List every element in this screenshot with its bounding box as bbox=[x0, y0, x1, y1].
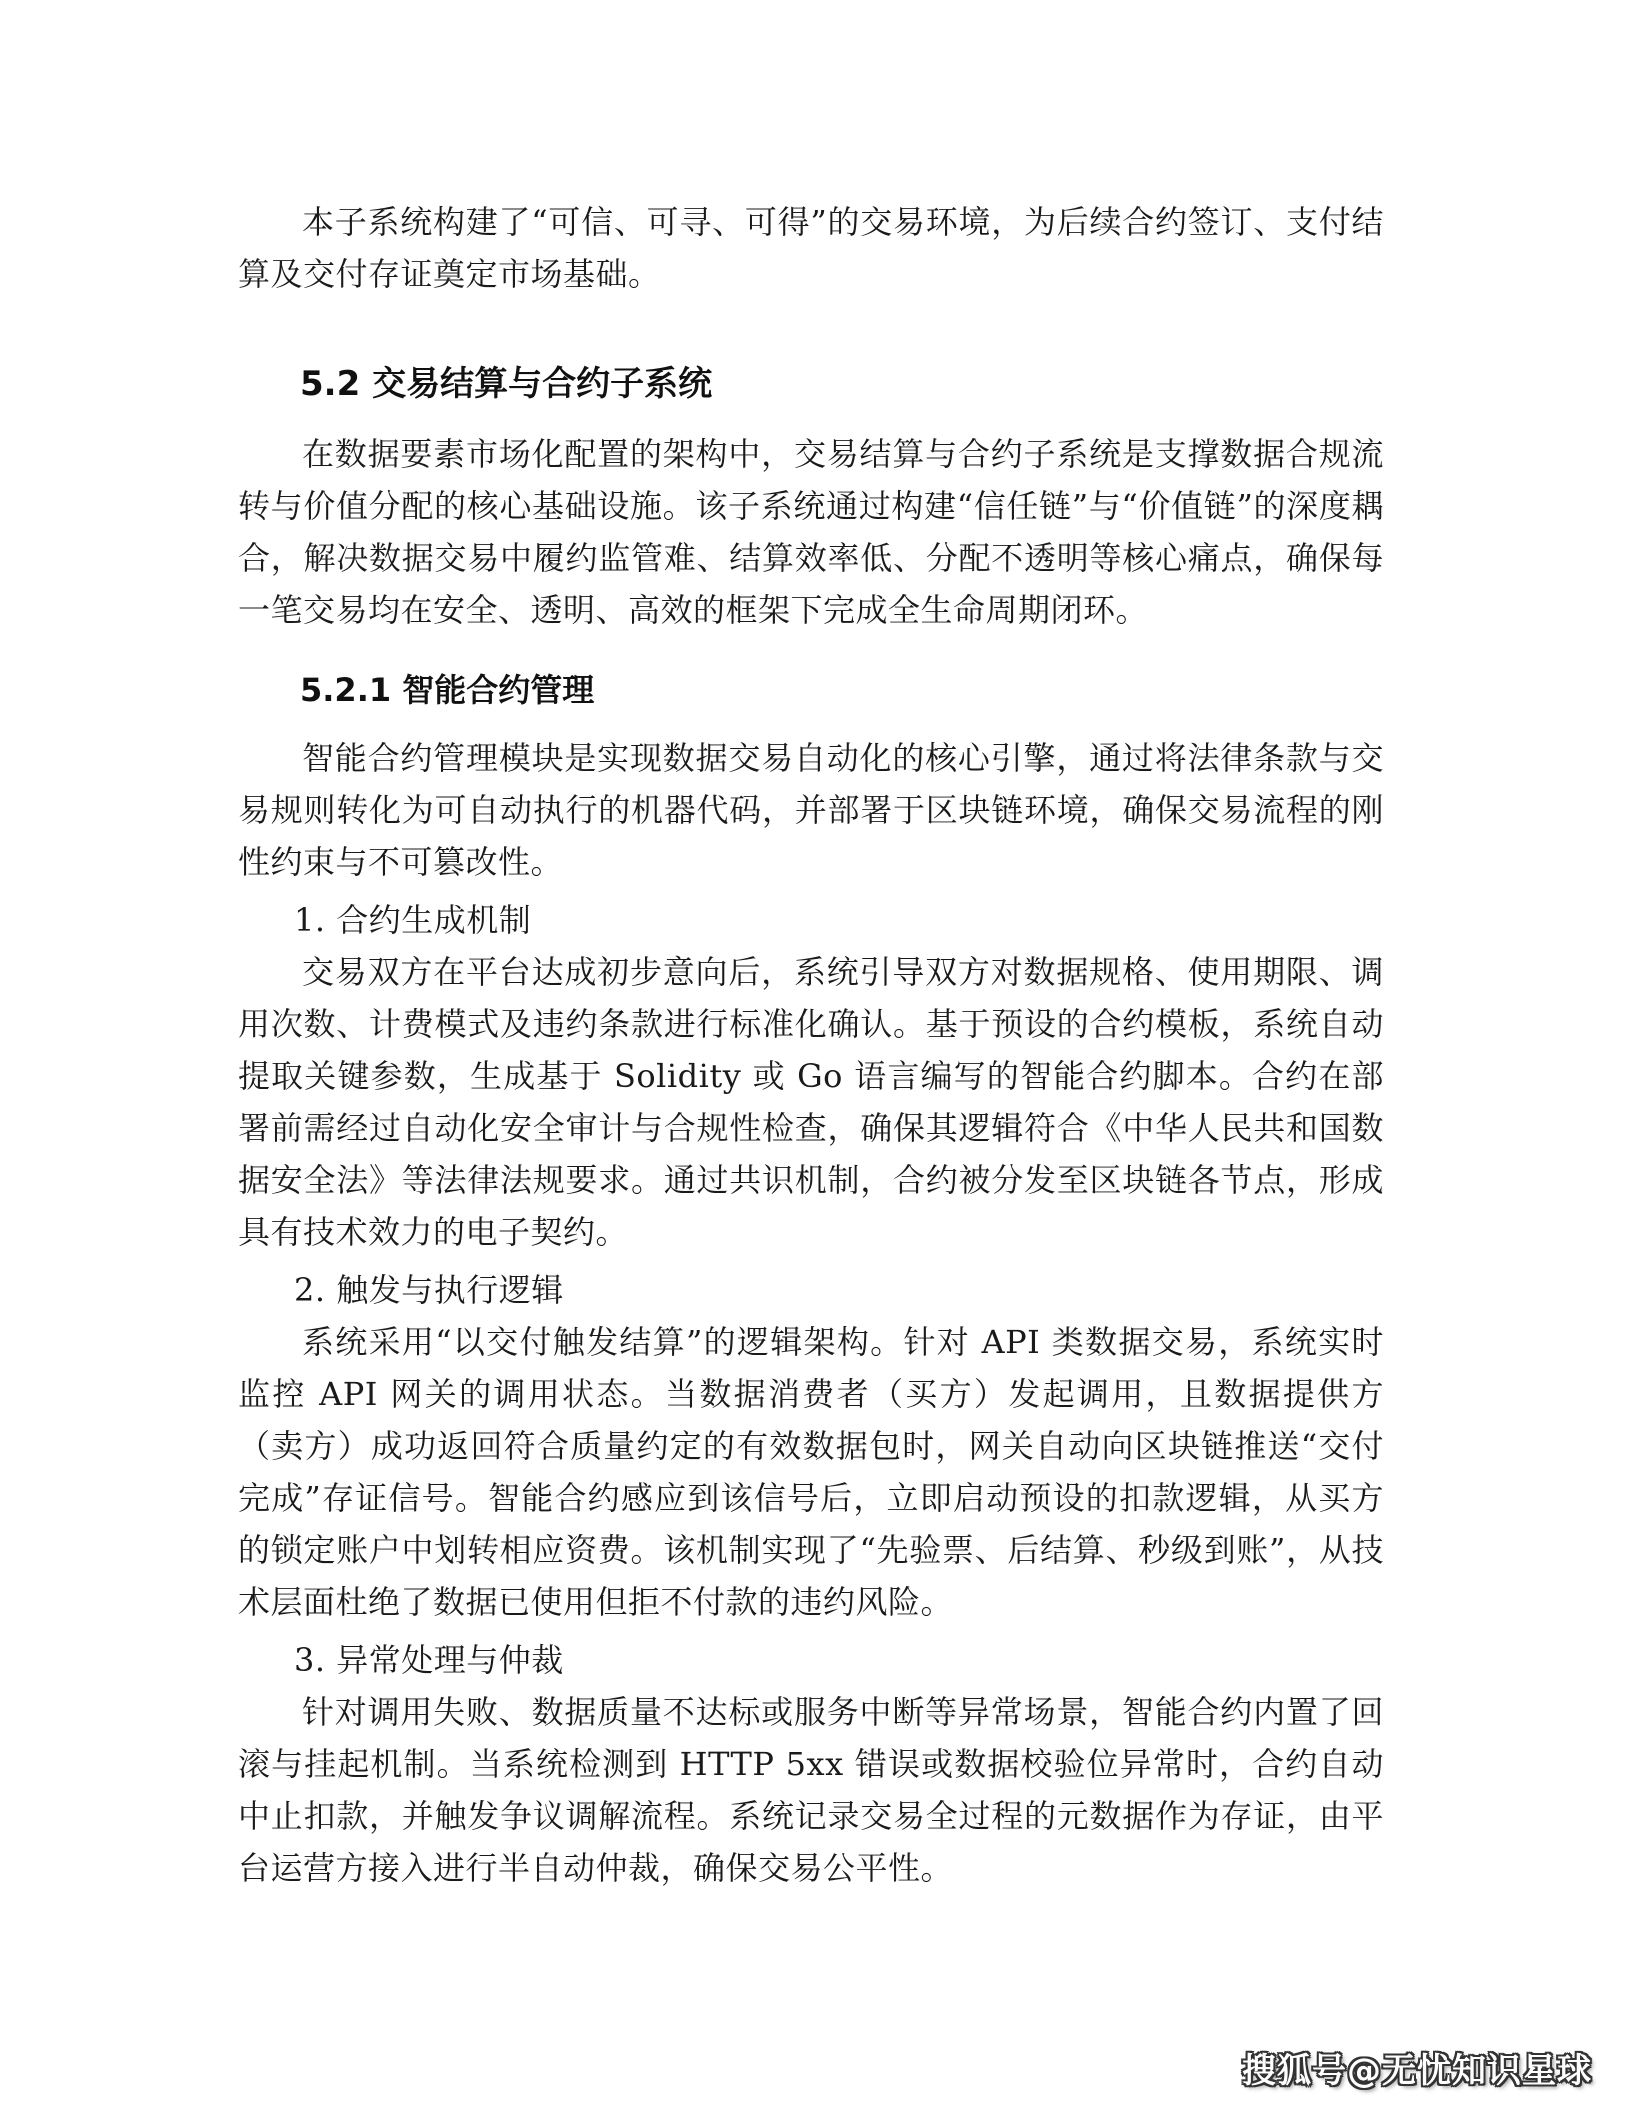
watermark-text: 搜狐号@无忧知识星球 bbox=[1242, 2051, 1592, 2091]
list-item-3-body: 针对调用失败、数据质量不达标或服务中断等异常场景，智能合约内置了回滚与挂起机制。当系统检测到 HTTP 5xx 错误或数据校验位异常时，合约自动中止扣款，并触发争议调解流程。系统记录交易全过程的元数据作为存证，由平台运营方接入进行半自动仲裁，确保交易公平性。 bbox=[238, 1693, 1384, 1887]
section-5-2-1-paragraph: 智能合约管理模块是实现数据交易自动化的核心引擎，通过将法律条款与交易规则转化为可自动执行的机器代码，并部署于区块链环境，确保交易流程的刚性约束与不可篡改性。 bbox=[238, 739, 1384, 881]
list-item-2-title: 2. 触发与执行逻辑 bbox=[294, 1271, 564, 1309]
list-item-1-body: 交易双方在平台达成初步意向后，系统引导双方对数据规格、使用期限、调用次数、计费模式及违约条款进行标准化确认。基于预设的合约模板，系统自动提取关键参数，生成基于 Solidity 或 Go 语言编写的智能合约脚本。合约在部署前需经过自动化安全审计与合规性检查，确保其逻辑符合《中华人民共和国数据安全法》等法律法规要求。通过共识机制，合约被分发至区块链各节点，形成具有技术效力的电子契约。 bbox=[238, 953, 1384, 1251]
section-5-2-paragraph: 在数据要素市场化配置的架构中，交易结算与合约子系统是支撑数据合规流转与价值分配的核心基础设施。该子系统通过构建“信任链”与“价值链”的深度耦合，解决数据交易中履约监管难、结算效率低、分配不透明等核心痛点，确保每一笔交易均在安全、透明、高效的框架下完成全生命周期闭环。 bbox=[238, 435, 1384, 629]
section-5-2-1-heading: 5.2.1 智能合约管理 bbox=[300, 671, 595, 709]
list-item-1-title: 1. 合约生成机制 bbox=[294, 901, 532, 939]
list-item-2-body: 系统采用“以交付触发结算”的逻辑架构。针对 API 类数据交易，系统实时监控 API 网关的调用状态。当数据消费者（买方）发起调用，且数据提供方（卖方）成功返回符合质量约定的有效数据包时，网关自动向区块链推送“交付完成”存证信号。智能合约感应到该信号后，立即启动预设的扣款逻辑，从买方的锁定账户中划转相应资费。该机制实现了“先验票、后结算、秒级到账”，从技术层面杜绝了数据已使用但拒不付款的违约风险。 bbox=[238, 1323, 1384, 1621]
list-item-3-title: 3. 异常处理与仲裁 bbox=[294, 1641, 564, 1679]
intro-paragraph: 本子系统构建了“可信、可寻、可得”的交易环境，为后续合约签订、支付结算及交付存证奠定市场基础。 bbox=[238, 203, 1384, 293]
section-5-2-heading: 5.2 交易结算与合约子系统 bbox=[300, 364, 713, 404]
